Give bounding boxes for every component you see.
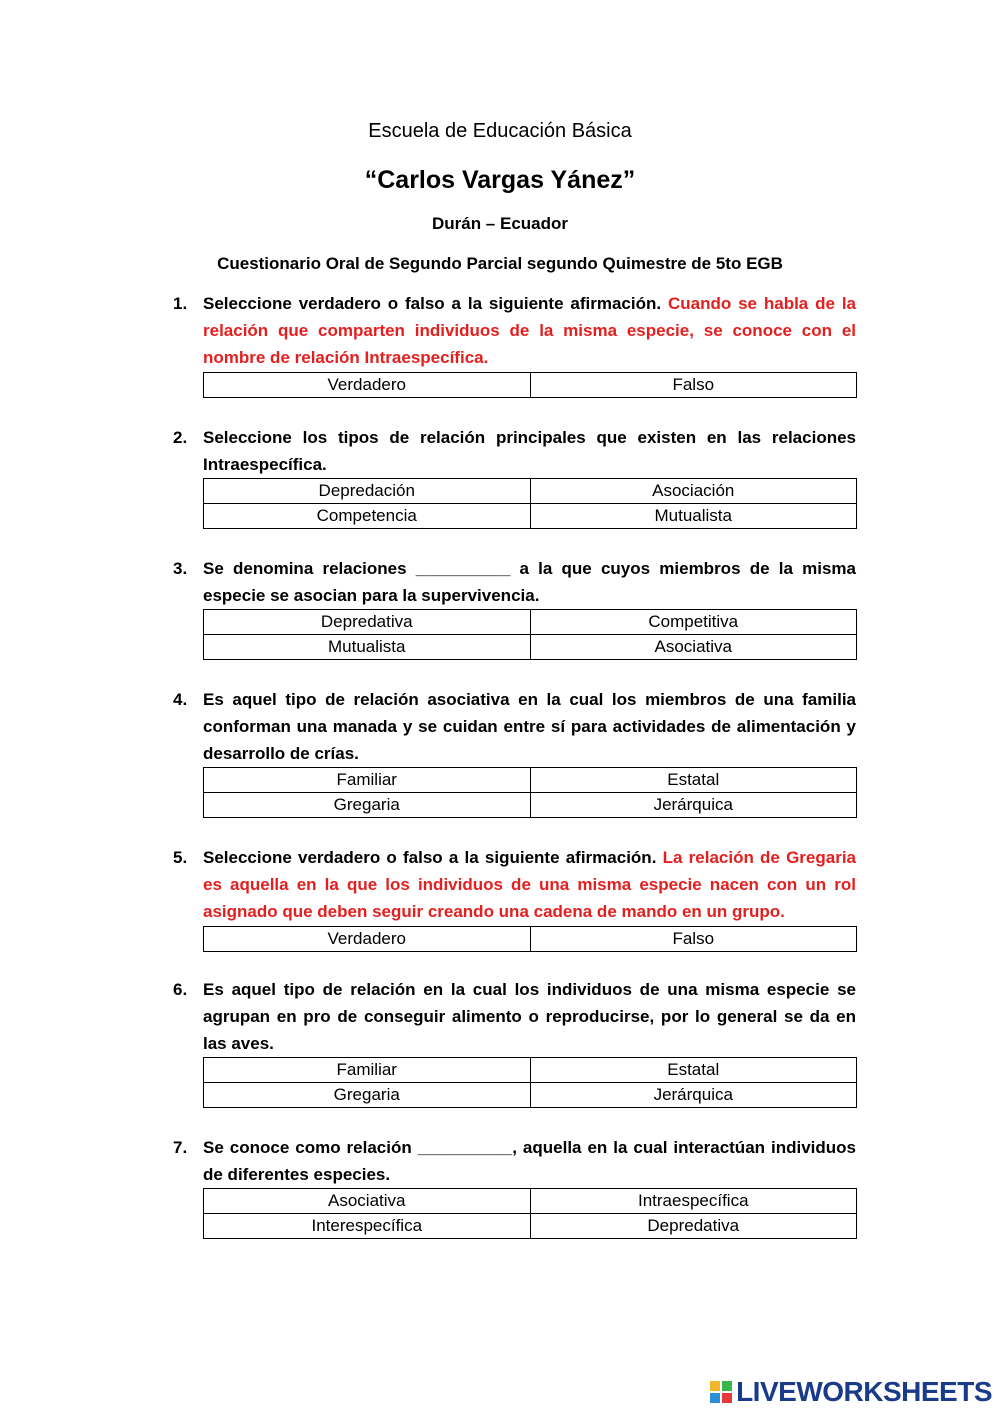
options-table [203, 1057, 857, 1108]
question-text: Se conoce como relación __________, aquella en la cual interactúan individuos de diferentes especies. [203, 1138, 856, 1184]
school-name: “Carlos Vargas Yánez” [364, 166, 636, 194]
logo-blocks-icon [710, 1381, 732, 1403]
option-cell[interactable]: Gregaria [204, 1083, 531, 1108]
option-cell[interactable]: Asociativa [204, 1189, 531, 1214]
option-cell[interactable]: Estatal [530, 1058, 857, 1083]
option-cell[interactable]: Competitiva [530, 610, 857, 635]
option-cell[interactable]: Depredativa [204, 610, 531, 635]
options-table [203, 478, 857, 529]
question-prompt: Seleccione verdadero o falso a la siguiente afirmación. [203, 294, 668, 313]
question-text: Seleccione los tipos de relación principales que existen en las relaciones Intraespecífica. [203, 428, 856, 474]
option-cell[interactable]: Interespecífica [204, 1214, 531, 1239]
option-cell[interactable]: Verdadero [204, 373, 531, 398]
liveworksheets-logo[interactable] [710, 1376, 992, 1408]
question-text [203, 844, 856, 925]
option-cell[interactable]: Falso [530, 373, 857, 398]
city-line: Durán – Ecuador [431, 214, 569, 233]
options-table [203, 372, 857, 398]
option-cell[interactable]: Competencia [204, 504, 531, 529]
quiz-title: Cuestionario Oral de Segundo Parcial segundo Quimestre de 5to EGB [217, 254, 783, 273]
option-cell[interactable]: Falso [530, 927, 857, 952]
option-cell[interactable]: Verdadero [204, 927, 531, 952]
option-cell[interactable]: Mutualista [530, 504, 857, 529]
option-cell[interactable]: Gregaria [204, 793, 531, 818]
question-number: 7. [173, 1138, 188, 1157]
options-table [203, 1188, 857, 1239]
question-prompt: Seleccione verdadero o falso a la siguiente afirmación. [203, 848, 663, 867]
question-text: Es aquel tipo de relación en la cual los individuos de una misma especie se agrupan en pro de conseguir alimento o reproducirse, por lo general se da en las aves. [203, 980, 856, 1053]
option-cell[interactable]: Depredativa [530, 1214, 857, 1239]
options-table [203, 609, 857, 660]
option-cell[interactable]: Asociativa [530, 635, 857, 660]
option-cell[interactable]: Mutualista [204, 635, 531, 660]
option-cell[interactable]: Intraespecífica [530, 1189, 857, 1214]
options-table [203, 767, 857, 818]
option-cell[interactable]: Jerárquica [530, 1083, 857, 1108]
option-cell[interactable]: Asociación [530, 479, 857, 504]
question-number: 6. [173, 980, 188, 999]
option-cell[interactable]: Estatal [530, 768, 857, 793]
options-table [203, 926, 857, 952]
option-cell[interactable]: Depredación [204, 479, 531, 504]
question-text [203, 290, 856, 371]
question-text: Es aquel tipo de relación asociativa en la cual los miembros de una familia conforman una manada y se cuidan entre sí para actividades de alimentación y desarrollo de crías. [203, 690, 856, 763]
question-number: 4. [173, 690, 188, 709]
school-heading: Escuela de Educación Básica [368, 120, 632, 142]
statement-text: La relación de Gregaria es aquella en la que los individuos de una misma especie nacen con un rol asignado que deben seguir creando una cadena de mando en un grupo. [203, 848, 857, 921]
option-cell[interactable]: Jerárquica [530, 793, 857, 818]
option-cell[interactable]: Familiar [204, 1058, 531, 1083]
question-text: Se denomina relaciones __________ a la que cuyos miembros de la misma especie se asocian para la supervivencia. [203, 559, 856, 605]
question-number: 2. [173, 428, 188, 447]
question-number: 1. [173, 294, 188, 313]
question-number: 5. [173, 848, 188, 867]
option-cell[interactable]: Familiar [204, 768, 531, 793]
question-number: 3. [173, 559, 188, 578]
statement-text: Cuando se habla de la relación que comparten individuos de la misma especie, se conoce con el nombre de relación Intraespecífica. [203, 294, 856, 367]
logo-text: LIVEWORKSHEETS [736, 1376, 992, 1407]
